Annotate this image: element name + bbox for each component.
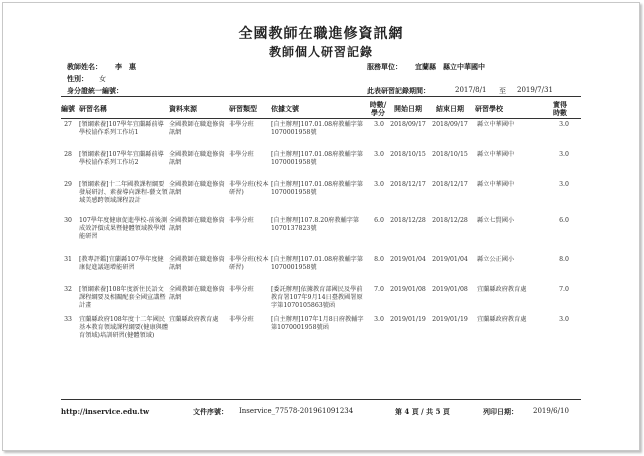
- cell-doc: [自主辦理]107.8.20府教輔字第1070137823號: [271, 217, 360, 233]
- gender-value: 女: [99, 75, 106, 83]
- cell-doc: [自主辦理]107.01.08府教輔字第1070001958號: [271, 181, 364, 197]
- cell-hours: 3.0: [374, 316, 384, 323]
- gender-label: 性別：: [67, 74, 88, 83]
- cell-name: 宜蘭縣政府108年度十二年國民基本教育領域課程綱要(健康與體育領域)培訓研習(健體領域): [79, 316, 169, 340]
- print-date: 2019/6/10: [533, 407, 569, 415]
- cell-no: 32: [64, 286, 72, 293]
- cell-start: 2019/01/19: [390, 316, 426, 323]
- cell-school: 縣立中華國中: [477, 181, 515, 188]
- period-to: 至: [499, 87, 506, 95]
- cell-start: 2019/01/08: [390, 286, 426, 293]
- cell-no: 31: [64, 256, 72, 263]
- cell-end: 2018/10/15: [432, 151, 468, 158]
- cell-type: 非學分班(校本研習): [229, 181, 269, 197]
- cell-hours: 3.0: [374, 121, 384, 128]
- col-no: 編號: [61, 104, 75, 113]
- cell-end: 2019/01/04: [432, 256, 468, 263]
- cell-name: [領綱素養]十二年國教課程綱要發展研討、素養導向課程-藝文領域美感跨領域課程設計: [79, 181, 168, 205]
- cell-type: 非學分班(校本研習): [229, 256, 269, 272]
- cell-doc: [自主辦理]107.01.08府教輔字第1070001958號: [271, 121, 364, 137]
- col-school: 研習學校: [475, 104, 503, 113]
- cell-no: 30: [64, 217, 72, 224]
- cell-real: 6.0: [559, 217, 569, 224]
- cell-source: 全國教師在職進修資訊網: [169, 286, 225, 302]
- cell-school: 縣立七賢國小: [477, 217, 515, 224]
- cell-type: 非學分班: [229, 151, 254, 158]
- cell-name: [領綱素養]107學年宜蘭縣前導學校協作系列工作坊1: [79, 121, 164, 137]
- cell-doc: [自主辦理]107.01.08府教輔字第1070001958號: [271, 151, 364, 167]
- table-header-rule: [61, 118, 581, 119]
- cell-source: 全國教師在職進修資訊網: [169, 256, 225, 272]
- cell-start: 2019/01/04: [390, 256, 426, 263]
- cell-start: 2018/12/28: [390, 217, 426, 224]
- cell-doc: [自主辦理]107年1月8日府教輔字第1070001958號函: [271, 316, 364, 332]
- cell-doc: [委託辦理]依據教育部國民及學前教育署107年9月14日臺教國署原字第1070105863號函: [271, 286, 363, 310]
- cell-source: 全國教師在職進修資訊網: [169, 151, 225, 167]
- cell-type: 非學分班: [229, 286, 254, 293]
- cell-type: 非學分班: [229, 121, 254, 128]
- cell-end: 2019/01/19: [432, 316, 468, 323]
- cell-no: 28: [64, 151, 72, 158]
- cell-end: 2018/12/28: [432, 217, 468, 224]
- id-label: 身分證統一編號：: [67, 86, 123, 95]
- cell-doc: [自主辦理]107.01.08府教輔字第1070001958號: [271, 256, 364, 272]
- table-top-rule: [61, 96, 581, 97]
- cell-name: 107學年度健康促進學校-前後測成效評價成果暨健體領域教學增能研習: [79, 217, 168, 241]
- cell-hours: 6.0: [374, 217, 384, 224]
- cell-end: 2018/09/17: [432, 121, 468, 128]
- cell-real: 3.0: [559, 316, 569, 323]
- teacher-name: 李 惠: [115, 62, 136, 71]
- site-url: http://inservice.edu.tw: [61, 407, 149, 416]
- period-start: 2017/8/1: [455, 86, 487, 94]
- col-start: 開始日期: [394, 104, 422, 113]
- report-sheet: [2, 2, 640, 451]
- table-bottom-rule: [61, 399, 581, 400]
- col-source: 資料來源: [169, 104, 197, 113]
- col-type: 研習類型: [229, 104, 257, 113]
- cell-start: 2018/09/17: [390, 121, 426, 128]
- cell-real: 8.0: [559, 256, 569, 263]
- cell-no: 27: [64, 121, 72, 128]
- page-title: 全國教師在職進修資訊網: [238, 26, 404, 42]
- col-doc: 依據文號: [271, 104, 299, 113]
- teacher-name-label: 教師姓名：: [67, 62, 102, 71]
- cell-type: 非學分班: [229, 316, 254, 323]
- cell-hours: 3.0: [374, 181, 384, 188]
- col-name: 研習名稱: [79, 104, 107, 113]
- col-real-hours: 實得時數: [553, 100, 567, 117]
- cell-school: 縣立中華國中: [477, 151, 515, 158]
- cell-school: 縣立公正國小: [477, 256, 515, 263]
- cell-real: 3.0: [559, 181, 569, 188]
- unit-label: 服務單位：: [367, 62, 402, 71]
- cell-start: 2018/12/17: [390, 181, 426, 188]
- cell-hours: 7.0: [374, 286, 384, 293]
- cell-source: 全國教師在職進修資訊網: [169, 217, 225, 233]
- period-label: 此表研習記錄期間：: [367, 86, 430, 95]
- cell-name: [教專評鑑]宜蘭縣107學年度健康促進議題增能研習: [79, 256, 164, 272]
- cell-source: 全國教師在職進修資訊網: [169, 181, 225, 197]
- cell-school: 宜蘭縣政府教育處: [477, 286, 527, 293]
- cell-hours: 3.0: [374, 151, 384, 158]
- cell-source: 全國教師在職進修資訊網: [169, 121, 225, 137]
- cell-end: 2018/12/17: [432, 181, 468, 188]
- cell-real: 3.0: [559, 121, 569, 128]
- col-end: 結束日期: [436, 104, 464, 113]
- serial-label: 文件序號：: [193, 407, 228, 416]
- cell-source: 宜蘭縣政府教育處: [169, 316, 219, 323]
- unit-value: 宜蘭縣 縣立中華國中: [415, 62, 485, 71]
- cell-start: 2018/10/15: [390, 151, 426, 158]
- cell-name: [領綱素養]108年度新住民語文課程綱要及相關配套全國宣講暨計畫: [79, 286, 166, 310]
- cell-end: 2019/01/08: [432, 286, 468, 293]
- col-hours: 時數/學分: [369, 100, 387, 117]
- cell-hours: 8.0: [374, 256, 384, 263]
- cell-name: [領綱素養]107學年宜蘭縣前導學校協作系列工作坊2: [79, 151, 164, 167]
- print-date-label: 列印日期：: [483, 407, 518, 416]
- cell-real: 3.0: [559, 151, 569, 158]
- cell-no: 33: [64, 316, 72, 323]
- cell-real: 7.0: [559, 286, 569, 293]
- period-end: 2019/7/31: [517, 86, 553, 94]
- page-subtitle: 教師個人研習記錄: [268, 45, 373, 59]
- serial-value: Inservice_77578-201961091234: [239, 407, 354, 415]
- cell-school: 宜蘭縣政府教育處: [477, 316, 527, 323]
- cell-type: 非學分班: [229, 217, 254, 224]
- cell-no: 29: [64, 181, 72, 188]
- page-number: 第 4 頁 / 共 5 頁: [395, 407, 450, 416]
- cell-school: 縣立中華國中: [477, 121, 515, 128]
